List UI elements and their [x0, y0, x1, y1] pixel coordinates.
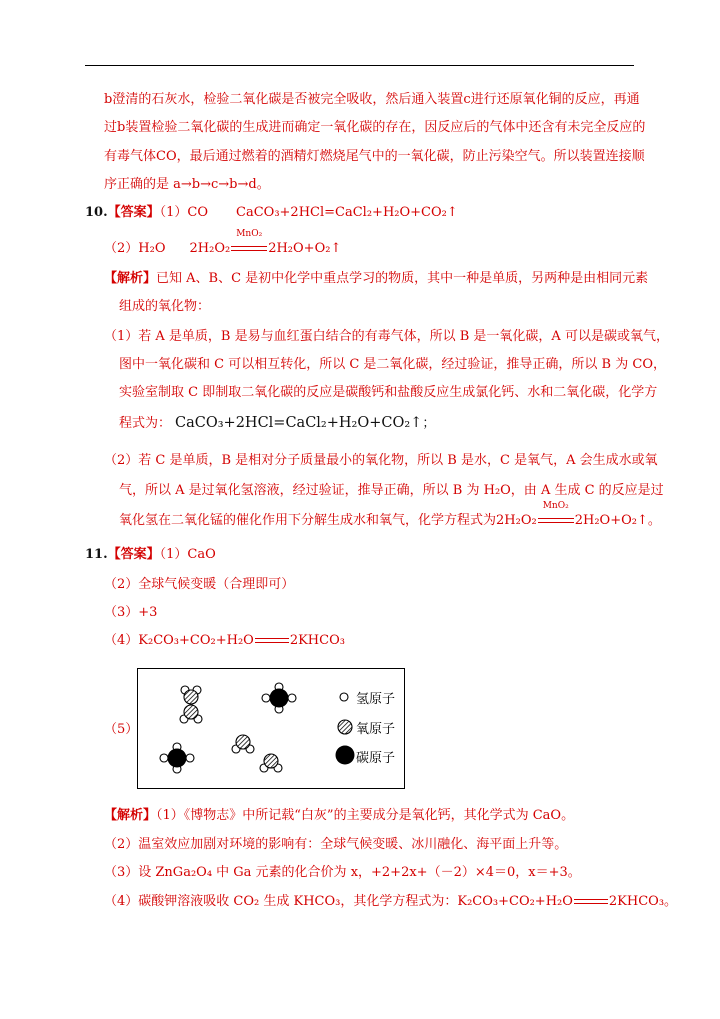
- legend-hydrogen: 氢原子: [356, 692, 396, 707]
- q10-a2-line: [104, 229, 342, 258]
- q10-a2-catalyst-sign: [231, 229, 267, 258]
- q10-a2-substance: H₂O: [138, 241, 166, 256]
- q10-answer-tag: 【答案】: [107, 205, 160, 220]
- equals-sign: [574, 899, 608, 904]
- header-rule: [85, 65, 634, 66]
- q11-a4-prefix: （4）: [104, 633, 139, 648]
- q10-answer-line: [85, 204, 458, 222]
- q10-a2-index: （2）: [104, 241, 139, 256]
- q11-answer-tag: 【答案】: [107, 547, 160, 562]
- catalyst-label: MnO₂: [542, 501, 569, 511]
- q10-analysis-text-1: 已知 A、B、C 是初中化学中重点学习的物质，其中一种是单质，另两种是由相同元素: [156, 271, 649, 286]
- q10-part2-prefix: 氧化氢在二氧化锰的催化作用下分解生成水和氧气，化学方程式为: [119, 513, 497, 528]
- q11-number: 11.: [85, 547, 108, 562]
- q11-analysis-2: （2）温室效应加剧对环境的影响有：全球气候变暖、冰川融化、海平面上升等。: [104, 837, 568, 852]
- q10-part1-line-1: （1）若 A 是单质，B 是易与血红蛋白结合的有毒气体，所以 B 是一氧化碳，A 可以是碳或氧气，: [104, 329, 669, 344]
- molecule-diagram: [137, 668, 405, 789]
- q10-number: 10.: [85, 205, 108, 220]
- legend-oxygen: 氧原子: [356, 722, 396, 737]
- q10-a1-equation: CaCO₃+2HCl=CaCl₂+H₂O+CO₂↑: [236, 205, 458, 220]
- q10-a2-eq-left: 2H₂O₂: [189, 241, 231, 256]
- prev-explanation-line-1: b澄清的石灰水，检验二氧化碳是否被完全吸收，然后通入装置c进行还原氧化铜的反应，再通: [104, 92, 640, 107]
- legend-carbon: 碳原子: [356, 751, 396, 766]
- q11-a4-right: 2KHCO₃: [289, 633, 345, 648]
- q10-a1-substance: CO: [187, 205, 209, 220]
- water-molecule: [181, 686, 201, 704]
- q10-part2-eq-left: 2H₂O₂: [496, 513, 537, 528]
- q10-analysis-line-2: 组成的氧化物：: [119, 299, 211, 314]
- q10-part1-prefix: 程式为：: [119, 416, 172, 431]
- q10-part1-line-4: [119, 414, 435, 433]
- carbon-atom-icon: [336, 746, 355, 765]
- q11-a3: （3）+3: [104, 605, 158, 620]
- q11-analysis-4-left: K₂CO₃+CO₂+H₂O: [457, 894, 573, 909]
- q11-analysis-tag: 【解析】: [104, 808, 157, 823]
- q10-a2-eq-right: 2H₂O+O₂↑: [268, 241, 342, 256]
- catalyst-label: MnO₂: [236, 229, 263, 239]
- q11-analysis-4: [104, 893, 677, 911]
- prev-explanation-line-2: 过b装置检验二氧化碳的生成进而确定一氧化碳的存在，因反应后的气体中还含有未完全反应的: [104, 120, 646, 135]
- methane-molecule: [262, 683, 296, 713]
- q10-part2-line-2: 气，所以 A 是过氧化氢溶液，经过验证，推导正确，所以 B 为 H₂O，由 A 生成 C 的反应是过: [119, 483, 664, 498]
- prev-explanation-line-3: 有毒气体CO，最后通过燃着的酒精灯燃烧尾气中的一氧化碳，防止污染空气。所以装置连接顺: [104, 149, 645, 164]
- oxygen-atom-icon: [338, 720, 352, 734]
- q11-a1: （1）CaO: [159, 547, 216, 562]
- equals-sign: [255, 638, 289, 643]
- q11-a2: （2）全球气候变暖（合理即可）: [104, 577, 295, 592]
- prev-explanation-line-4: 序正确的是 a→b→c→b→d。: [104, 177, 270, 192]
- q11-a4-left: K₂CO₃+CO₂+H₂O: [138, 633, 254, 648]
- q11-analysis-line-1: [104, 807, 574, 825]
- q10-part2-line-3: [119, 501, 661, 530]
- q10-part1-line-2: 图中一氧化碳和 C 可以相互转化，所以 C 是二氧化碳，经过验证，推导正确，所以 B 为 CO，: [119, 357, 666, 372]
- q10-analysis-line-1: [104, 270, 648, 288]
- water-molecule: [232, 735, 254, 753]
- q11-analysis-1: （1）《博物志》中所记载“白灰”的主要成分是氧化钙，其化学式为 CaO。: [156, 808, 575, 823]
- q11-analysis-3: （3）设 ZnGa₂O₄ 中 Ga 元素的化合价为 x，+2+2x+（－2）×4＝0，x＝+3。: [104, 865, 581, 880]
- q10-part1-line-3: 实验室制取 C 即制取二氧化碳的反应是碳酸钙和盐酸反应生成氯化钙、水和二氧化碳，化学方: [119, 385, 658, 400]
- q11-a5-index: （5）: [104, 722, 139, 737]
- q11-analysis-4-prefix: （4）碳酸钾溶液吸收 CO₂ 生成 KHCO₃，其化学方程式为：: [104, 894, 458, 909]
- q10-part2-catalyst-sign: [538, 501, 574, 530]
- water-molecule: [180, 705, 202, 723]
- q10-part1-suffix: ；: [422, 416, 436, 431]
- q11-answer-line: [85, 546, 216, 564]
- q10-a1-index: （1）: [159, 205, 188, 220]
- q10-part2-eq-right: 2H₂O+O₂↑。: [574, 513, 661, 528]
- q11-a4: [104, 632, 345, 650]
- q10-analysis-tag: 【解析】: [104, 271, 157, 286]
- methane-molecule: [160, 743, 194, 773]
- q10-part1-equation: CaCO₃+2HCl=CaCl₂+H₂O+CO₂↑: [175, 415, 423, 431]
- q11-analysis-4-right: 2KHCO₃。: [608, 894, 678, 909]
- q10-part2-line-1: （2）若 C 是单质，B 是相对分子质量最小的氧化物，所以 B 是水，C 是氧气，A 会生成水或氧: [104, 453, 658, 468]
- hydrogen-atom-icon: [340, 693, 348, 701]
- water-molecule: [260, 754, 282, 772]
